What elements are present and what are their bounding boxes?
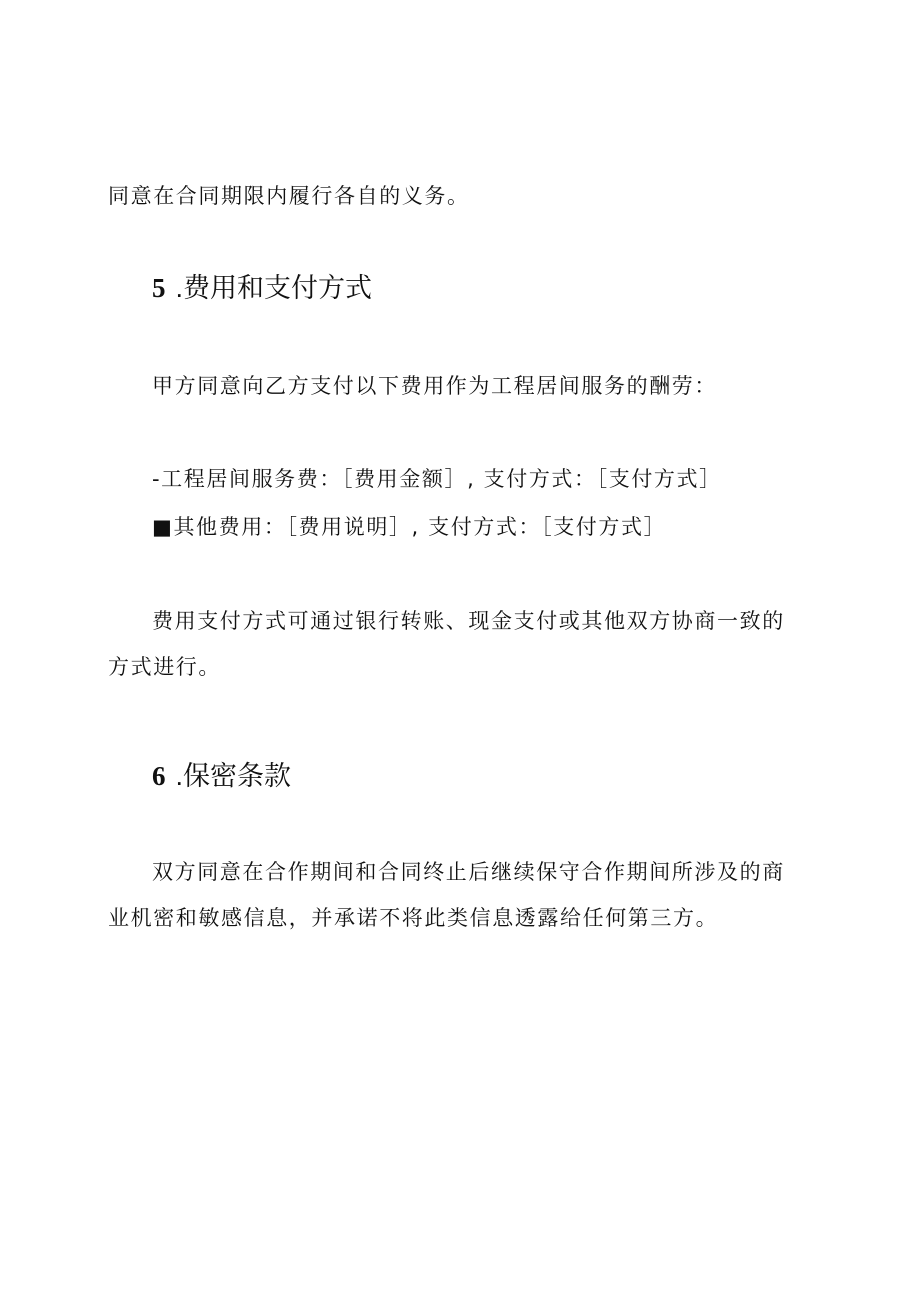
fee-item-service: -工程居间服务费：［费用金额］, 支付方式：［支付方式］ bbox=[152, 467, 722, 491]
section-5-title: .费用和支付方式 bbox=[175, 273, 373, 303]
fee-item-other: ■其他费用：［费用说明］, 支付方式：［支付方式］ bbox=[152, 515, 667, 539]
payment-method-line-1: 费用支付方式可通过银行转账、现金支付或其他双方协商一致的 bbox=[152, 609, 785, 633]
section-5-number: 5 bbox=[152, 273, 166, 303]
carryover-line: 同意在合同期限内履行各自的义务。 bbox=[108, 184, 470, 208]
section-6-number: 6 bbox=[152, 761, 166, 791]
section-5-intro: 甲方同意向乙方支付以下费用作为工程居间服务的酬劳： bbox=[152, 374, 717, 398]
section-5-heading bbox=[152, 270, 372, 306]
payment-method-line-2: 方式进行。 bbox=[108, 655, 221, 679]
confidentiality-line-1: 双方同意在合作期间和合同终止后继续保守合作期间所涉及的商 bbox=[152, 860, 785, 884]
confidentiality-line-2: 业机密和敏感信息，并承诺不将此类信息透露给任何第三方。 bbox=[108, 906, 719, 930]
section-6-title: .保密条款 bbox=[175, 761, 292, 791]
section-6-heading bbox=[152, 758, 291, 794]
